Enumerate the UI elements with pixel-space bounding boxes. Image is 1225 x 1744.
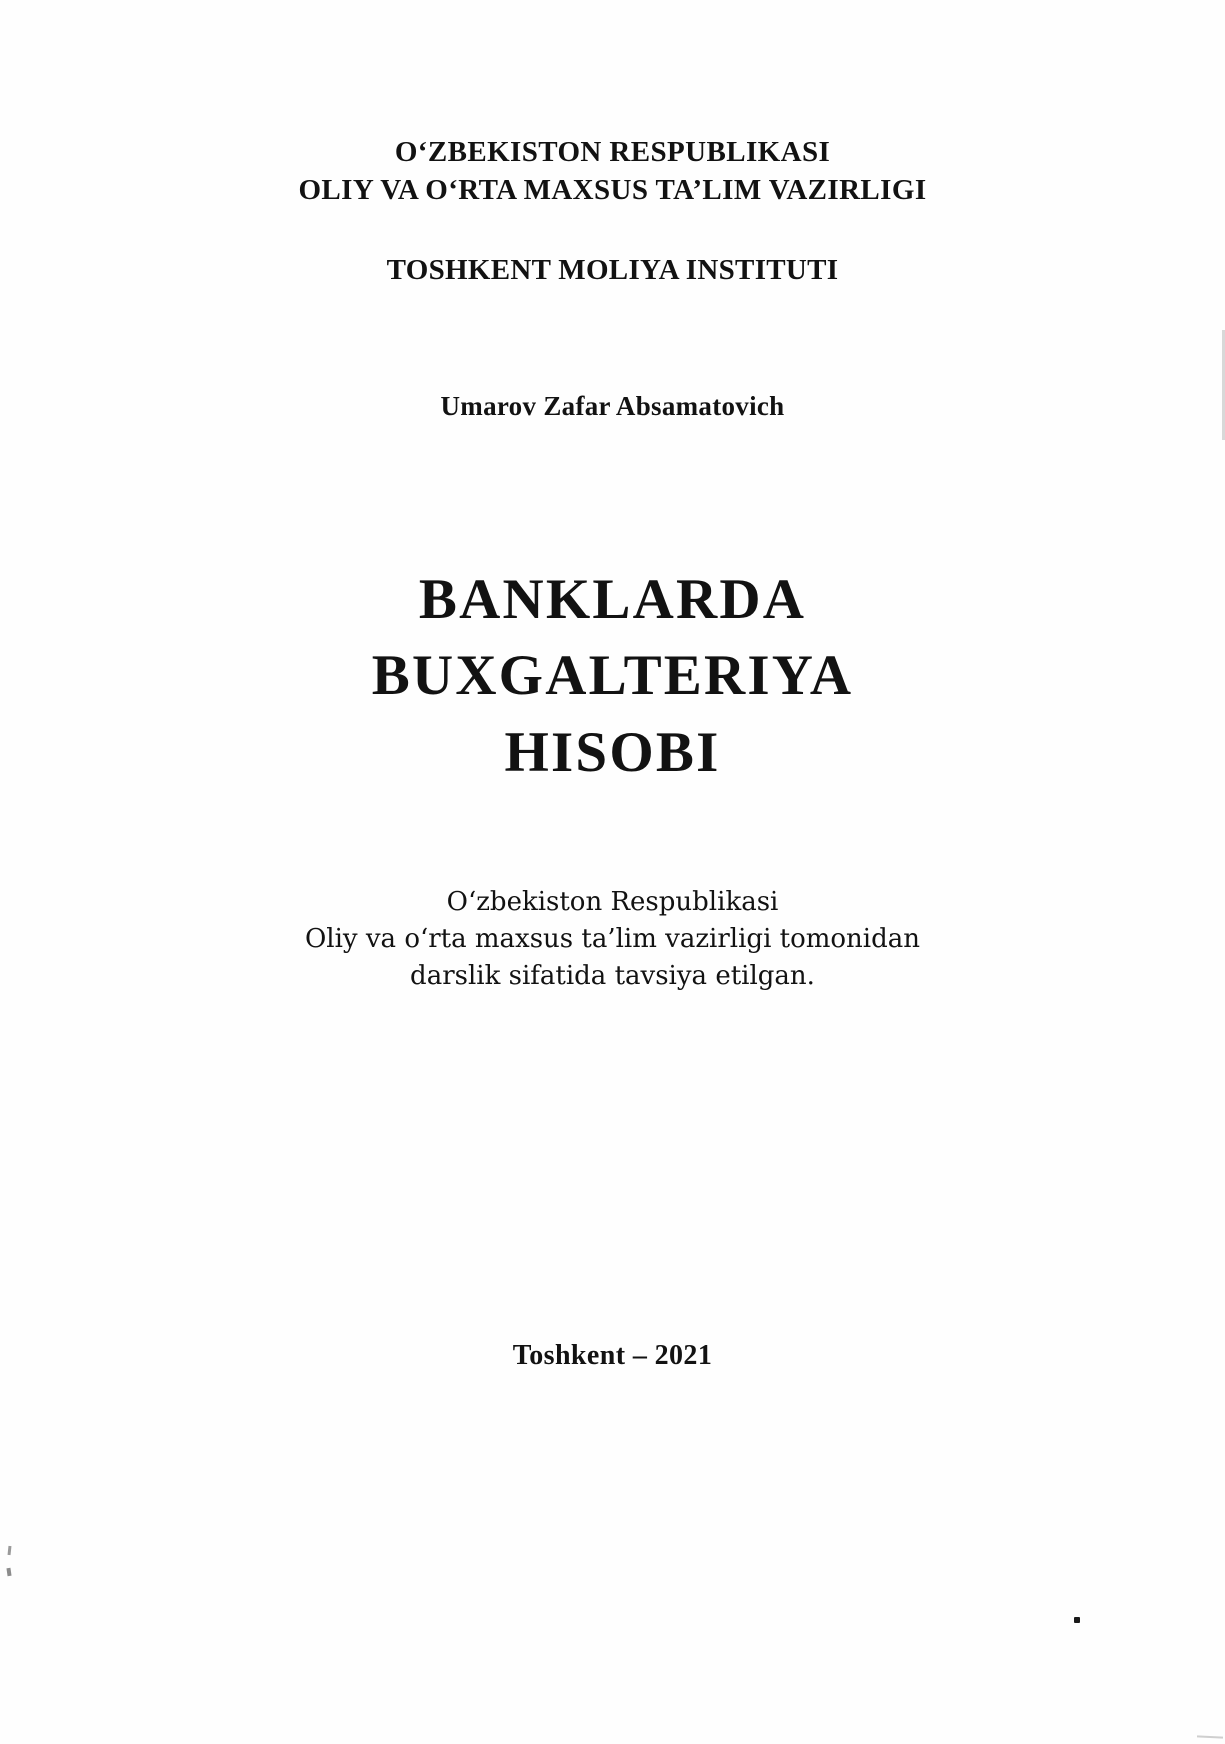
approval-line-3: darslik sifatida tavsiya etilgan. [410,961,815,992]
approval-statement [0,884,1225,995]
book-title-line-3: HISOBI [504,721,721,785]
scan-artifact-left-mark-lower [6,1568,11,1576]
approval-line-1: O‘zbekiston Respublikasi [446,887,779,918]
ministry-line-2: OLIY VA O‘RTA MAXSUS TA’LIM VAZIRLIGI [298,174,927,207]
ministry-heading [0,133,1225,210]
ministry-line-1: O‘ZBEKISTON RESPUBLIKASI [394,136,831,168]
author-name: Umarov Zafar Absamatovich [440,390,785,421]
scan-artifact-dot [1074,1617,1080,1623]
book-title [0,562,1225,793]
scan-artifact-left-mark-upper [8,1546,12,1555]
book-title-line-1: BANKLARDA [418,567,807,631]
scan-artifact-bottom-right-tick [1197,1735,1223,1738]
book-title-line-2: BUXGALTERIYA [371,644,854,708]
institute-name: TOSHKENT MOLIYA INSTITUTI [386,253,839,286]
approval-line-2: Oliy va o‘rta maxsus ta’lim vazirligi tomonidan [304,924,921,955]
imprint-place-year: Toshkent – 2021 [512,1340,713,1371]
